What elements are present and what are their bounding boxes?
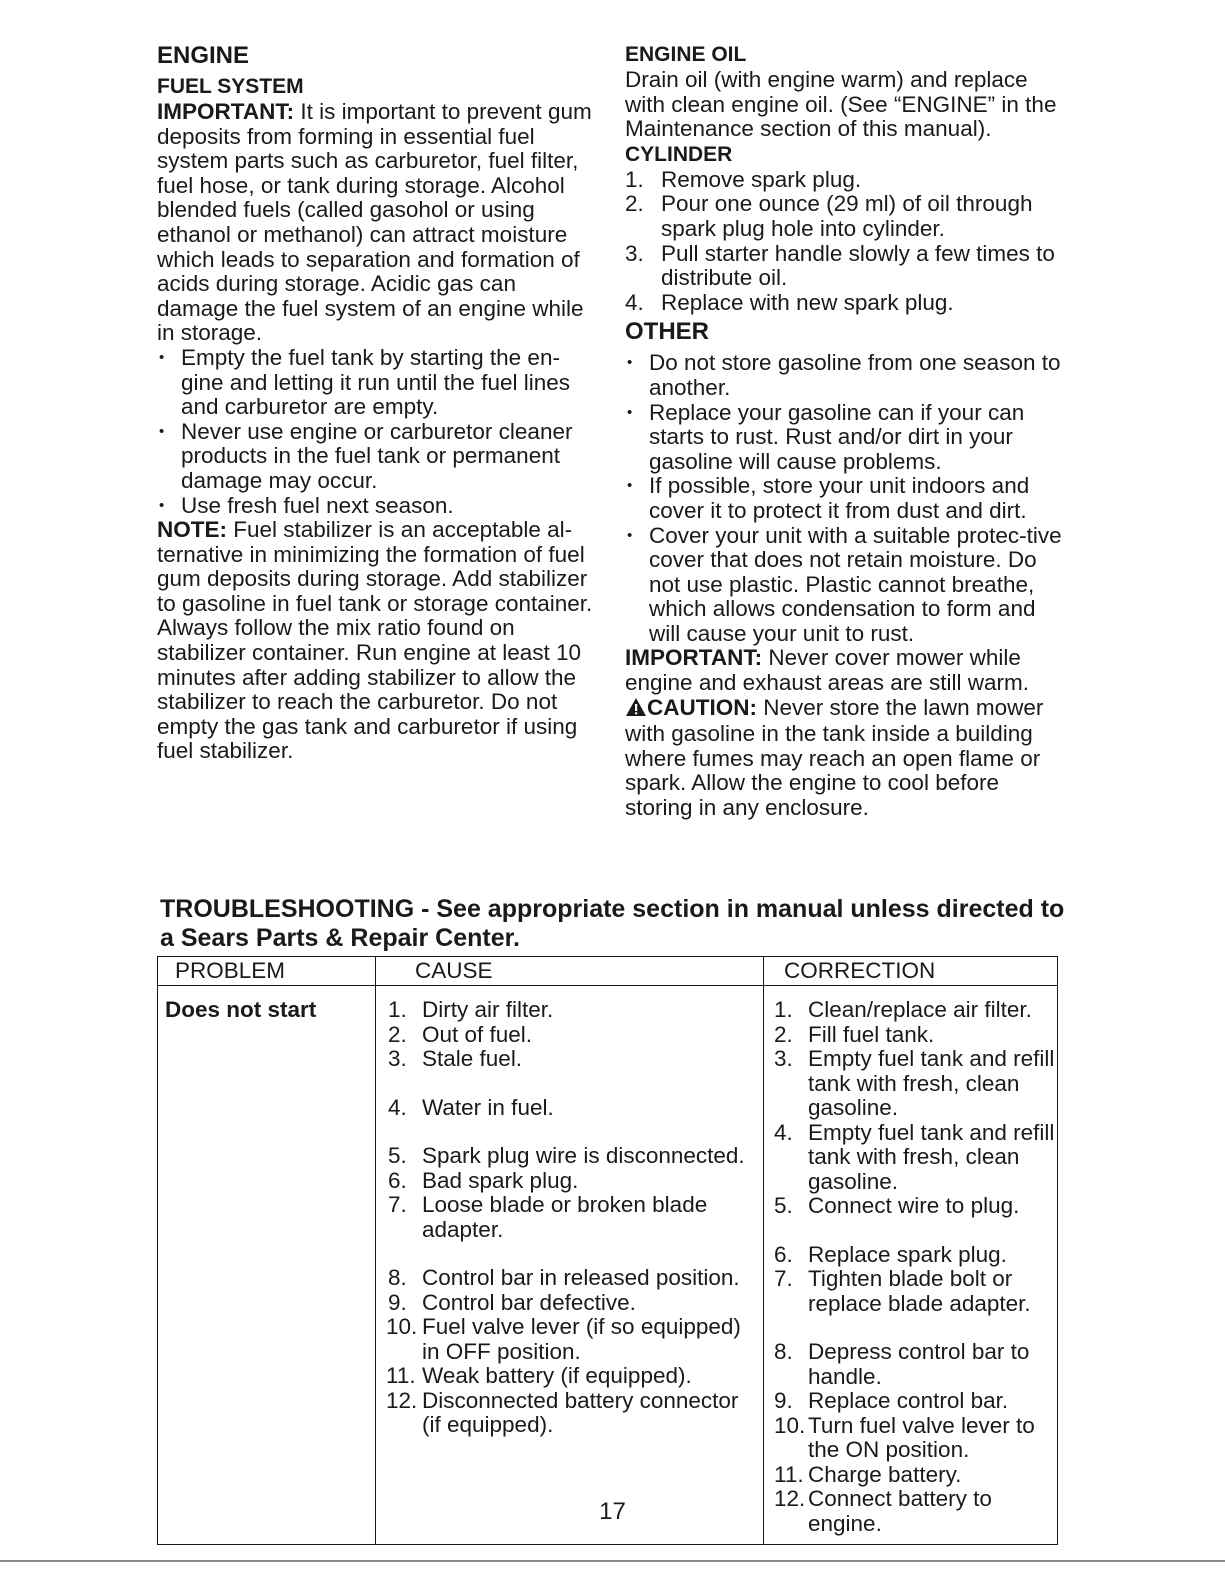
list-item: 4. Empty fuel tank and refill tank with fresh, clean gasoline. (774, 1119, 1055, 1194)
note-text: Fuel stabilizer is an acceptable al-ternative in minimizing the formation of fuel gum deposits during storage. Add stabilizer to gasoline in fuel tank or storage container. Always follow the mix ratio found on stabilizer container. Run engine at least 10 minutes after adding stabilizer to allow the stabilizer to reach the carburetor. Do not empty the gas tank and carburetor if using fuel stabilizer. (157, 517, 593, 764)
page-bottom-rule (0, 1560, 1225, 1562)
correction-column-header: CORRECTION (764, 957, 1058, 986)
list-item: 3. Pull starter handle slowly a few times to distribute oil. (625, 240, 1055, 291)
cause-list (376, 986, 763, 1446)
list-item: • Empty the fuel tank by starting the en-gine and letting it run until the fuel lines and carburetor are empty. (157, 346, 602, 420)
cause-column-header: CAUSE (376, 957, 764, 986)
right-column (625, 42, 1070, 821)
cause-cell (376, 986, 764, 1545)
fuel-bullet-list (157, 346, 602, 518)
list-item: 1. Dirty air filter. (388, 997, 554, 1022)
list-item: • If possible, store your unit indoors and cover it to protect it from dust and dirt. (625, 474, 1070, 523)
note-paragraph (157, 518, 602, 764)
list-item: 7. Loose blade or broken blade adapter. (388, 1192, 708, 1242)
list-item: 9. Control bar defective. (388, 1289, 636, 1315)
page-number: 17 (599, 1498, 626, 1525)
list-item: 9. Replace control bar. (774, 1388, 1009, 1413)
other-heading: OTHER (625, 318, 709, 346)
table-row (158, 986, 1058, 1545)
list-item: 1. Remove spark plug. (625, 166, 862, 192)
list-item: 2. Fill fuel tank. (774, 1021, 935, 1047)
troubleshooting-heading: TROUBLESHOOTING - See appropriate section in manual unless directed to a Sears Parts & Repair Center. (160, 895, 1065, 952)
important-label: IMPORTANT: (157, 99, 295, 124)
other-bullet-list (625, 351, 1070, 646)
caution-label: CAUTION: (647, 694, 757, 720)
note-label: NOTE: (157, 517, 227, 543)
list-item: • Do not store gasoline from one season to another. (625, 351, 1070, 400)
list-item: • Never use engine or carburetor cleaner products in the fuel tank or permanent damage may occur. (157, 420, 602, 494)
list-item: 8. Control bar in released position. (388, 1265, 740, 1290)
cylinder-heading: CYLINDER (625, 142, 733, 166)
list-item: 12. Connect battery to engine. (774, 1486, 992, 1536)
list-item: 12. Disconnected battery connector (if equipped). (386, 1387, 739, 1437)
list-item: 4. Water in fuel. (388, 1094, 554, 1120)
list-item: 11. Charge battery. (774, 1461, 962, 1487)
fuel-system-heading: FUEL SYSTEM (157, 75, 304, 98)
list-item: 10. Fuel valve lever (if so equipped) in OFF position. (386, 1314, 741, 1364)
important-text: Never cover mower while engine and exhaust areas are still warm. (625, 645, 1029, 696)
list-item: 4. Replace with new spark plug. (625, 289, 954, 315)
problem-column-header: PROBLEM (158, 957, 376, 986)
engine-heading: ENGINE (157, 42, 250, 69)
table-header-row (158, 957, 1058, 986)
list-item: 7. Tighten blade bolt or replace blade adapter. (774, 1266, 1031, 1316)
list-item: 3. Stale fuel. (388, 1046, 523, 1071)
fuel-important-paragraph (157, 100, 602, 346)
cylinder-steps (625, 168, 1070, 316)
list-item: • Use fresh fuel next season. (157, 494, 602, 519)
list-item: 2. Pour one ounce (29 ml) of oil through spark plug hole into cylinder. (625, 191, 1033, 241)
cover-important-paragraph (625, 646, 1070, 695)
correction-list (764, 986, 1057, 1544)
list-item: 5. Connect wire to plug. (774, 1193, 1020, 1218)
list-item: • Replace your gasoline can if your can starts to rust. Rust and/or dirt in your gasoline will cause problems. (625, 401, 1070, 475)
important-text: It is important to prevent gum deposits from forming in essential fuel system parts such as carburetor, fuel filter, fuel hose, or tank during storage. Alcohol blended fuels (called gasohol or using ethanol or methanol) can attract moisture which leads to separation and formation of acids during storage. Acidic gas can damage the fuel system of an engine while in storage. (157, 99, 592, 346)
caution-paragraph (625, 696, 1070, 821)
list-item: 3. Empty fuel tank and refill tank with fresh, clean gasoline. (774, 1046, 1055, 1120)
list-item: 8. Depress control bar to handle. (774, 1339, 1030, 1389)
list-item: 10. Turn fuel valve lever to the ON position. (774, 1412, 1035, 1462)
problem-cell: Does not start (158, 986, 376, 1545)
list-item: 2. Out of fuel. (388, 1021, 533, 1047)
list-item: 11. Weak battery (if equipped). (386, 1363, 692, 1388)
list-item: • Cover your unit with a suitable protec-tive cover that does not retain moisture. Do not use plastic. Plastic cannot breathe, which allows condensation to form and will cause your unit to rust. (625, 524, 1070, 647)
troubleshooting-table (157, 956, 1058, 1545)
list-item: 6. Replace spark plug. (774, 1241, 1007, 1267)
correction-cell (764, 986, 1058, 1545)
list-item: 1. Clean/replace air filter. (774, 997, 1032, 1022)
important-label: IMPORTANT: (625, 645, 763, 671)
engine-oil-text: Drain oil (with engine warm) and replace with clean engine oil. (See “ENGINE” in the Maintenance section of this manual). (625, 67, 1057, 142)
warning-triangle-icon (625, 697, 647, 723)
caution-text: Never store the lawn mower with gasoline in the tank inside a building where fumes may reach an open flame or spark. Allow the engine to cool before storing in any enclosure. (625, 694, 1044, 821)
list-item: 6. Bad spark plug. (388, 1167, 579, 1193)
list-item: 5. Spark plug wire is disconnected. (388, 1143, 745, 1168)
engine-oil-heading: ENGINE OIL (625, 43, 747, 66)
left-column (157, 42, 602, 764)
